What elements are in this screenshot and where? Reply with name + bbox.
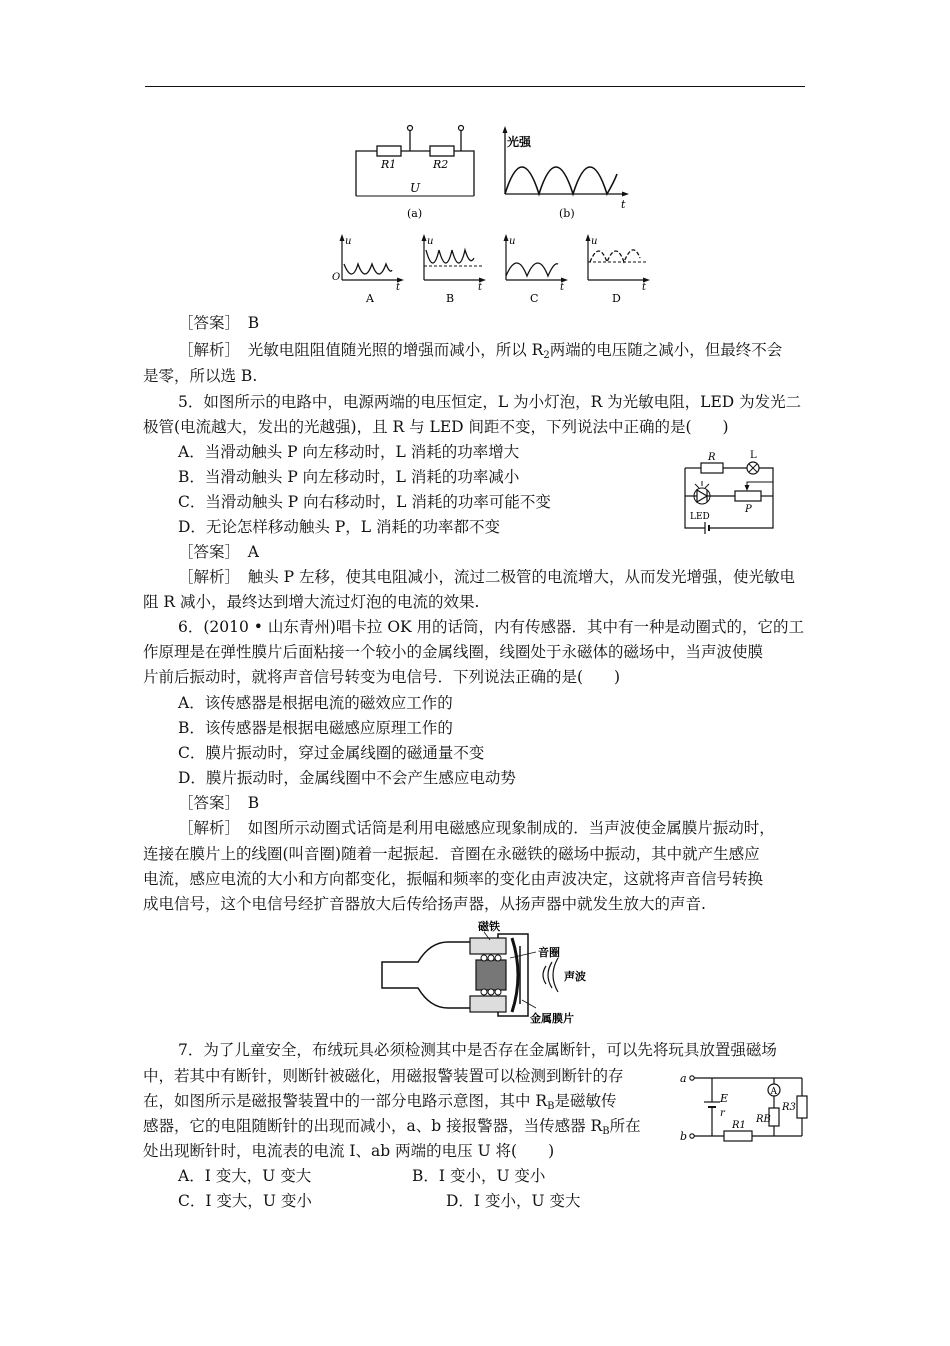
q7-stem-line1: 7．为了儿童安全，布绒玩具必须检测其中是否存在金属断针，可以先将玩具放置强磁场 [178,1041,777,1059]
circuit-figure-a [350,122,480,222]
q4-analysis-line1 [178,340,782,366]
q6-stem-line1: 6．(2010 • 山东青州)唱卡拉 OK 用的话筒，内有传感器．其中有一种是动圈式的，它的工 [178,618,805,636]
option-label-d: D [612,292,621,305]
q7-option-b: B．I 变小，U 变小 [412,1167,546,1185]
option-graph-c [494,232,574,306]
q6-option-a: A．该传感器是根据电流的磁效应工作的 [178,694,453,712]
option-graph-a [330,232,410,306]
u-axis-label: u [591,236,598,247]
q4-answer: ［答案］ B [178,314,260,332]
label-r2: R2 [433,158,449,171]
q4-analysis-sub: 2 [543,350,550,361]
fig-l-label: L [750,450,757,461]
q6-stem-line2: 作原理是在弹性膜片后面粘接一个较小的金属线圈，线圈处于永磁体的磁场中，当声波使膜 [143,643,764,661]
q5-answer: ［答案］ A [178,543,259,561]
q7-option-d: D．I 变小，U 变大 [446,1192,581,1210]
q6-option-d: D．膜片振动时，金属线圈中不会产生感应电动势 [178,769,516,787]
light-intensity-graph [495,122,635,222]
fig-r-small-label: r [720,1108,725,1119]
option-graph-d [576,232,656,306]
q5-option-b: B．当滑动触头 P 向左移动时，L 消耗的功率减小 [178,468,520,486]
u-axis-label: u [427,236,434,247]
q7-circuit-figure [678,1066,813,1146]
option-label-b: B [446,292,455,305]
t-axis-label-b: t [621,198,626,211]
u-axis-label: u [345,236,352,247]
fig-coil-label: 音圈 [538,946,560,959]
q6-analysis-line4: 成电信号，这个电信号经扩音器放大后传给扬声器，从扬声器中就发生放大的声音. [143,895,706,913]
t-axis-label: t [478,282,483,293]
fig-magnet-label: 磁铁 [478,920,500,933]
q7-stem-line5: 处出现断针时，电流表的电流 I、ab 两端的电压 U 将( ) [143,1142,555,1160]
fig-p-label: P [745,504,752,515]
fig-rb-label: RB [756,1114,771,1125]
fig-b-terminal: b [680,1130,688,1143]
q6-option-b: B．该传感器是根据电磁感应原理工作的 [178,719,453,737]
q4-analysis-line2: 是零，所以选 B. [143,367,258,385]
q5-option-d: D．无论怎样移动触头 P，L 消耗的功率都不变 [178,518,501,536]
top-rule [145,86,805,87]
q4-analysis-text: ［解析］ 光敏电阻阻值随光照的增强而减小，所以 R [178,341,544,359]
option-graph-b [412,232,492,306]
q7-option-a: A．I 变大，U 变大 [178,1167,312,1185]
t-axis-label: t [642,282,647,293]
u-axis-label: u [509,236,516,247]
q7-stem-line4 [143,1116,641,1142]
option-label-a: A [366,292,374,305]
q5-analysis-line2: 阻 R 减小，最终达到增大流过灯泡的电流的效果. [143,593,480,611]
fig-wave-label: 声波 [564,970,586,983]
q5-option-a: A．当滑动触头 P 向左移动时，L 消耗的功率增大 [178,443,520,461]
q6-stem-line3: 片前后振动时，就将声音信号转变为电信号．下列说法正确的是( ) [143,668,621,686]
fig-r1-label: R1 [732,1120,746,1131]
q5-option-c: C．当滑动触头 P 向右移动时，L 消耗的功率可能不变 [178,493,551,511]
q7-option-c: C．I 变大，U 变小 [178,1192,312,1210]
microphone-figure [378,918,618,1030]
q7-stem-line2: 中，若其中有断针，则断针被磁化，用磁报警装置可以检测到断针的存 [143,1067,624,1085]
q7-stem-line3 [143,1091,616,1117]
q6-analysis-line2: 连接在膜片上的线圈(叫音圈)随着一起振起．音圈在永磁铁的磁场中振动，其中就产生感应 [143,845,760,863]
fig-led-label: LED [690,512,710,522]
fig-a-terminal: a [680,1072,687,1085]
q4-analysis-tail: 两端的电压随之减小，但最终不会 [549,341,783,359]
q7-stem-line3-sub: B [547,1101,555,1112]
q6-analysis-line3: 电流，感应电流的大小和方向都变化，振幅和频率的变化由声波决定，这就将声音信号转换 [143,870,764,888]
caption-a: (a) [407,207,423,220]
q5-stem-line2: 极管(电流越大，发出的光越强)，且 R 与 LED 间距不变，下列说法中正确的是( ) [143,418,729,436]
q6-option-c: C．膜片振动时，穿过金属线圈的磁通量不变 [178,744,485,762]
fig-ammeter-label: A [770,1087,777,1097]
q7-stem-line4-text: 感器，它的电阻随断针的出现而减小，a、b 接报警器，当传感器 R [143,1117,603,1135]
t-axis-label: t [396,282,401,293]
origin-label: O [332,272,341,283]
light-axis-label: 光强 [507,135,532,149]
option-label-c: C [530,292,539,305]
fig-e-label: E [720,1092,729,1105]
label-u: U [410,181,421,195]
caption-b: (b) [559,207,575,220]
fig-film-label: 金属膜片 [530,1012,574,1025]
q7-stem-line4-tail: 所在 [609,1117,641,1135]
label-r1: R1 [381,158,397,171]
q6-analysis-line1: ［解析］ 如图所示动圈式话筒是利用电磁感应现象制成的．当声波使金属膜片振动时， [178,819,775,837]
q7-stem-line4-sub: B [602,1126,610,1137]
q5-analysis-line1: ［解析］ 触头 P 左移，使其电阻减小，流过二极管的电流增大，从而发光增强，使光敏电 [178,568,796,586]
q6-answer: ［答案］ B [178,794,260,812]
fig-r3-label: R3 [782,1102,796,1113]
fig-r-label: R [708,452,716,463]
q5-stem-line1: 5．如图所示的电路中，电源两端的电压恒定，L 为小灯泡，R 为光敏电阻，LED 为发光二 [178,393,802,411]
q7-stem-line3-text: 在，如图所示是磁报警装置中的一部分电路示意图，其中 R [143,1092,548,1110]
t-axis-label: t [560,282,565,293]
q7-stem-line3-tail: 是磁敏传 [554,1092,617,1110]
q5-circuit-figure [675,448,785,538]
